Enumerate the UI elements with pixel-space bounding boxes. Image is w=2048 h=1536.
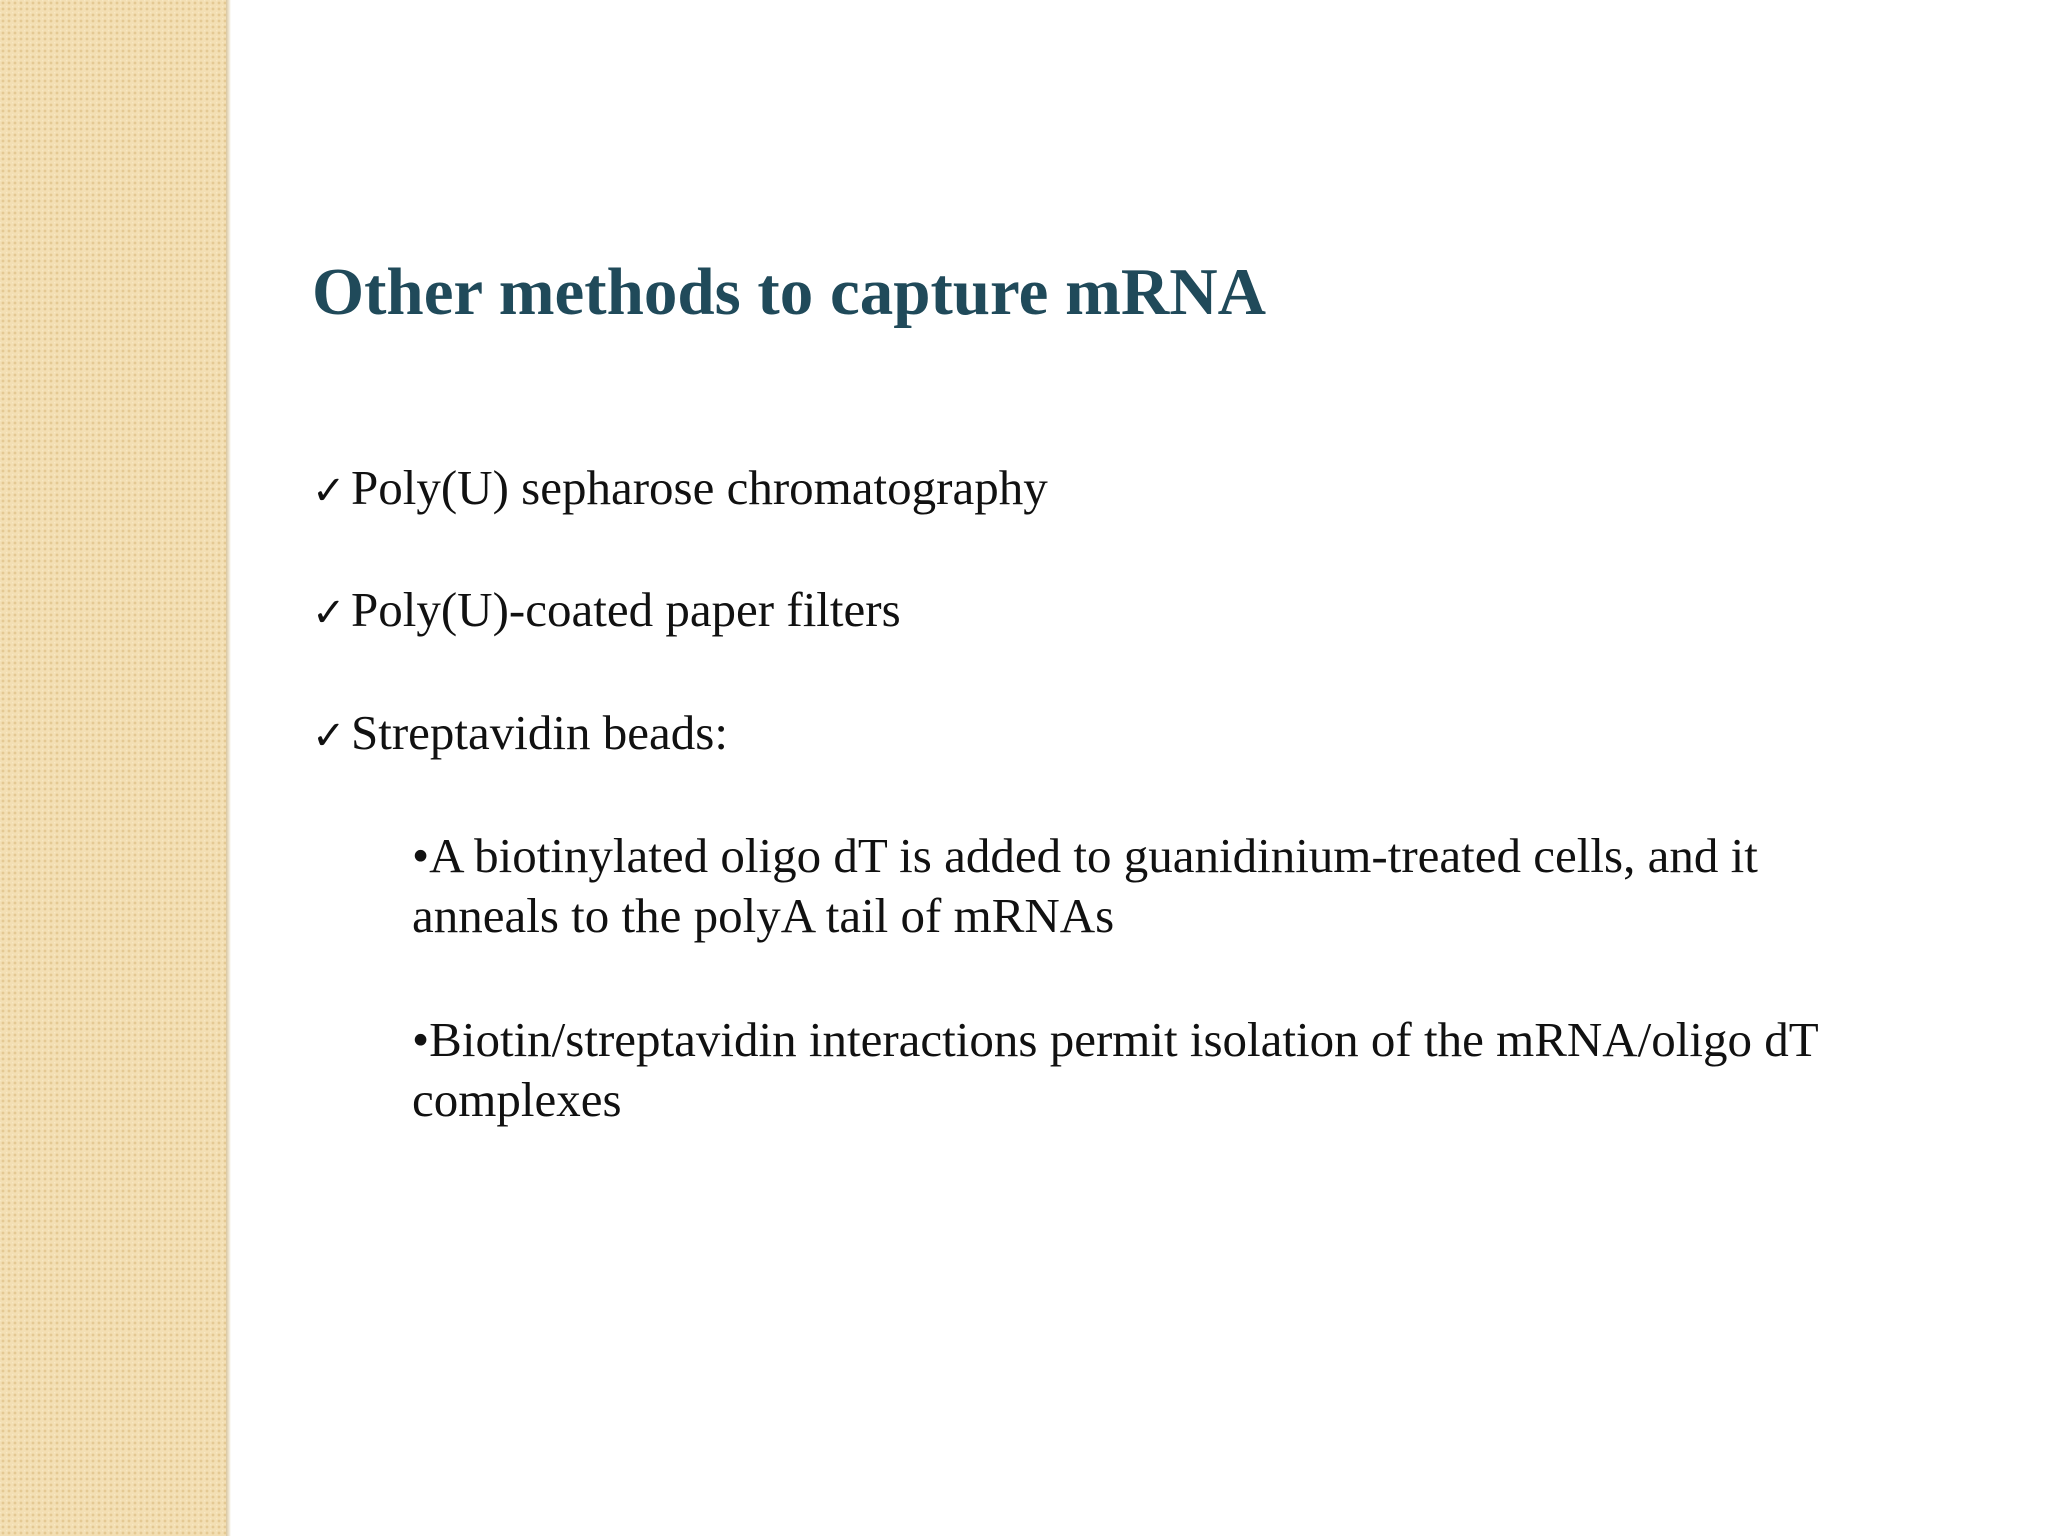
slide-title: Other methods to capture mRNA <box>312 255 1267 329</box>
check-item-poly-u-sepharose <box>312 458 1048 518</box>
sub-bullet-biotinylated-oligo: •A biotinylated oligo dT is added to guanidinium-treated cells, and it anneals to the polyA tail of mRNAs <box>412 828 1758 943</box>
check-item-streptavidin-beads <box>312 703 728 763</box>
check-item-text: Poly(U) sepharose chromatography <box>351 460 1048 515</box>
check-item-poly-u-paper-filters <box>312 580 901 640</box>
sub-bullet-biotin-streptavidin: •Biotin/streptavidin interactions permit isolation of the mRNA/oligo dT complexes <box>412 1012 1818 1127</box>
check-item-text: Poly(U)-coated paper filters <box>351 582 901 637</box>
decorative-side-band <box>0 0 226 1536</box>
check-item-text: Streptavidin beads: <box>351 705 728 760</box>
checkmark-icon: ✓ <box>312 590 346 636</box>
checkmark-icon: ✓ <box>312 713 346 759</box>
side-band-edge <box>226 0 231 1536</box>
checkmark-icon: ✓ <box>312 468 346 514</box>
